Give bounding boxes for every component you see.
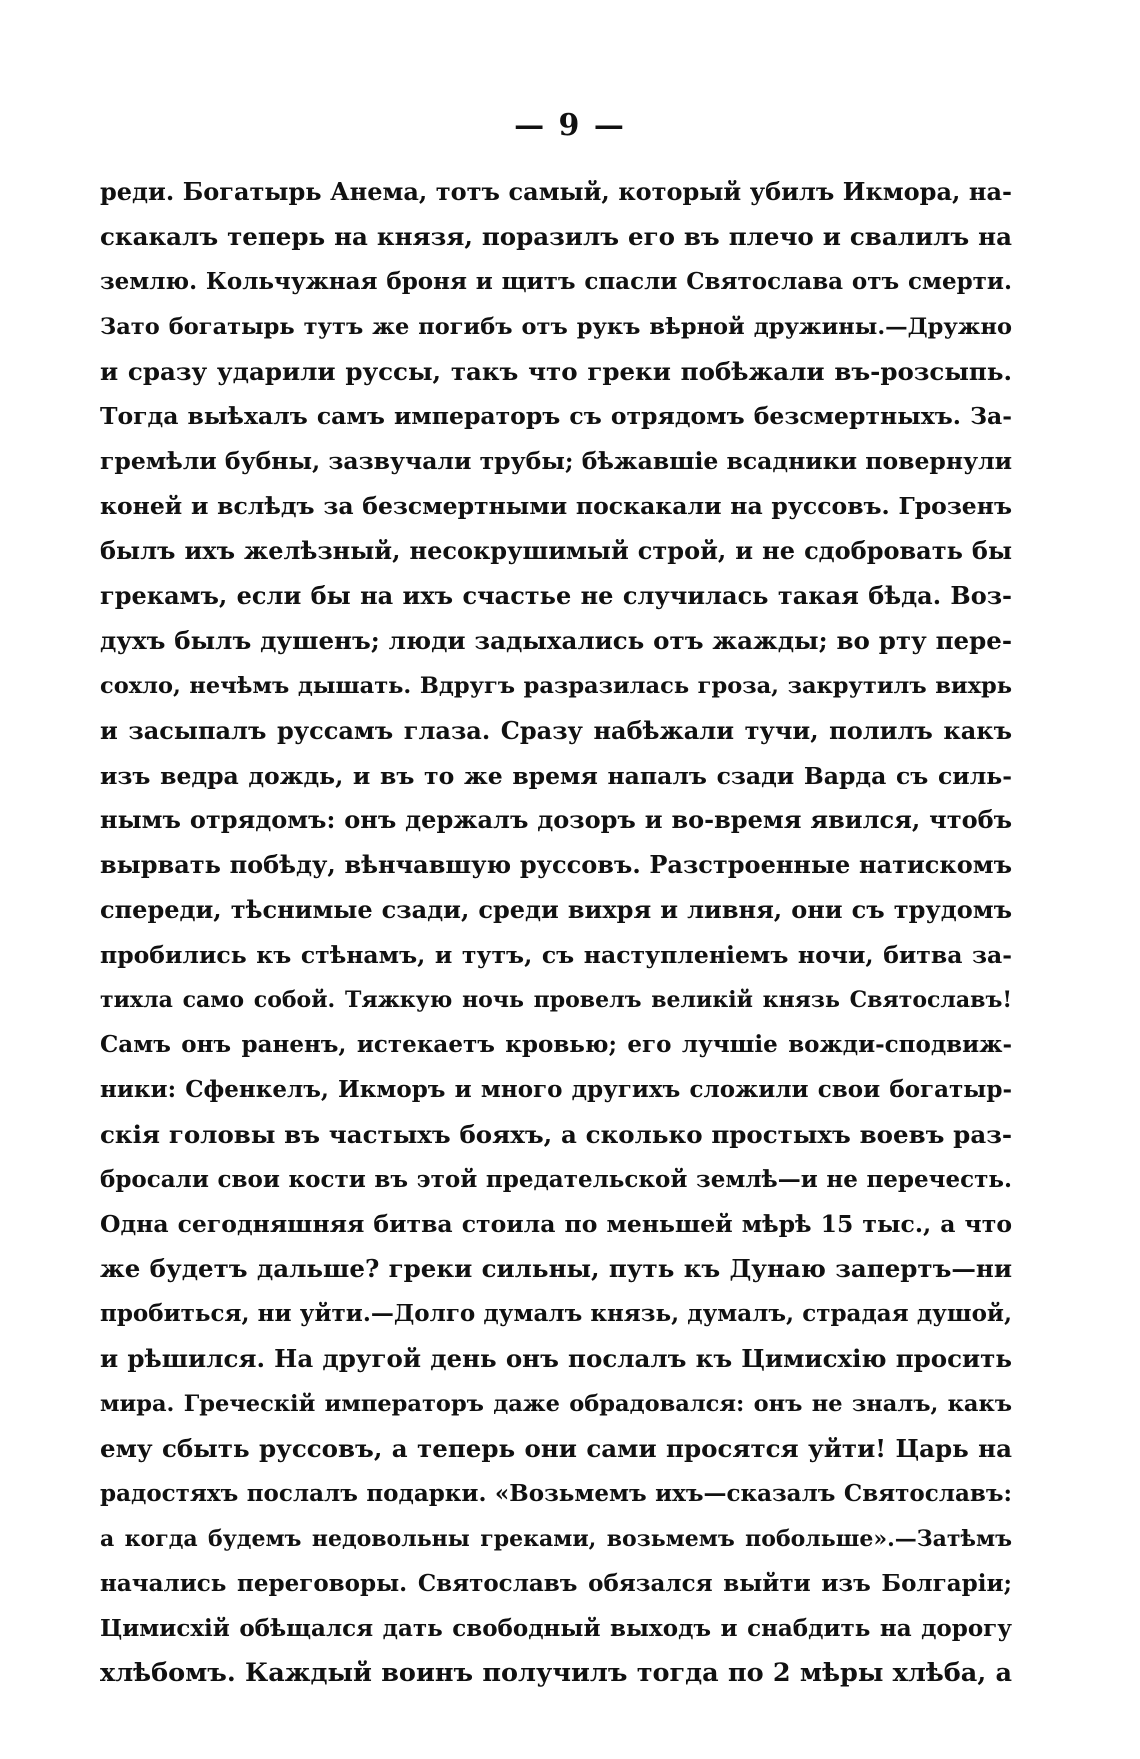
text-line: скакалъ теперь на князя, поразилъ его въ плечо и свалилъ на xyxy=(100,221,1012,251)
text-line: мира. Греческій императоръ даже обрадовался: онъ не зналъ, какъ xyxy=(100,1391,1012,1418)
text-line: Одна сегодняшняя битва стоила по меньшей мѣрѣ 15 тыс., а что xyxy=(100,1210,1012,1239)
text-line: радостяхъ послалъ подарки. «Возьмемъ ихъ—сказалъ Святославъ: xyxy=(100,1479,1012,1507)
text-line: вырвать побѣду, вѣнчавшую руссовъ. Разстроенные натискомъ xyxy=(100,850,1012,880)
text-line: и сразу ударили руссы, такъ что греки побѣжали въ-розсыпь. xyxy=(100,356,1012,386)
text-line: гремѣли бубны, зазвучали трубы; бѣжавшіе всадники повернули xyxy=(100,447,1012,476)
text-line: а когда будемъ недовольны греками, возьмемъ побольше».—Затѣмъ xyxy=(100,1525,1012,1552)
body-text xyxy=(100,170,1012,1696)
text-line: пробиться, ни уйти.—Долго думалъ князь, думалъ, страдая душой, xyxy=(100,1300,1012,1328)
text-line: коней и вслѣдъ за безсмертными поскакали на руссовъ. Грозенъ xyxy=(100,492,1012,521)
text-line: спереди, тѣснимые сзади, среди вихря и ливня, они съ трудомъ xyxy=(100,895,1012,925)
text-line: тихла само собой. Тяжкую ночь провелъ великій князь Святославъ! xyxy=(100,987,1012,1014)
page-number: — 9 — xyxy=(514,108,626,143)
text-line: хлѣбомъ. Каждый воинъ получилъ тогда по 2 мѣры хлѣба, а xyxy=(100,1658,1012,1689)
text-line: землю. Кольчужная броня и щитъ спасли Святослава отъ смерти. xyxy=(100,267,1012,295)
text-line: и рѣшился. На другой день онъ послалъ къ Цимисхію просить xyxy=(100,1344,1012,1374)
text-line: грекамъ, если бы на ихъ счастье не случилась такая бѣда. Воз- xyxy=(100,581,1012,611)
text-line: изъ ведра дождь, и въ то же время напалъ сзади Варда съ силь- xyxy=(100,761,1012,790)
text-line: бросали свои кости въ этой предательской землѣ—и не перечесть. xyxy=(100,1165,1012,1193)
text-line: Самъ онъ раненъ, истекаетъ кровью; его лучшіе вожди-сподвиж- xyxy=(100,1030,1012,1058)
text-line: Зато богатырь тутъ же погибъ отъ рукъ вѣрной дружины.—Дружно xyxy=(100,313,1012,340)
text-line: скія головы въ частыхъ бояхъ, а сколько простыхъ воевъ раз- xyxy=(100,1119,1012,1149)
text-line: реди. Богатырь Анема, тотъ самый, который убилъ Икмора, на- xyxy=(100,177,1012,206)
text-line: и засыпалъ руссамъ глаза. Сразу набѣжали тучи, полилъ какъ xyxy=(100,715,1012,745)
text-line: былъ ихъ желѣзный, несокрушимый строй, и не сдобровать бы xyxy=(100,536,1012,566)
text-line: ему сбыть руссовъ, а теперь они сами просятся уйти! Царь на xyxy=(100,1433,1012,1463)
text-line: нымъ отрядомъ: онъ держалъ дозоръ и во-время явился, чтобъ xyxy=(100,805,1012,835)
text-line: же будетъ дальше? греки сильны, путь къ Дунаю запертъ—ни xyxy=(100,1254,1012,1284)
text-line: начались переговоры. Святославъ обязался выйти изъ Болгаріи; xyxy=(100,1569,1012,1597)
text-line: духъ былъ душенъ; люди задыхались отъ жажды; во рту пере- xyxy=(100,625,1012,655)
text-line: ники: Сфенкелъ, Икморъ и много другихъ сложили свои богатыр- xyxy=(100,1075,1012,1103)
text-line: Цимисхій обѣщался дать свободный выходъ и снабдить на дорогу xyxy=(100,1614,1012,1642)
text-line: сохло, нечѣмъ дышать. Вдругъ разразилась гроза, закрутилъ вихрь xyxy=(100,672,1012,699)
text-line: Тогда выѣхалъ самъ императоръ съ отрядомъ безсмертныхъ. За- xyxy=(100,402,1012,431)
text-line: пробились къ стѣнамъ, и тутъ, съ наступленіемъ ночи, битва за- xyxy=(100,941,1012,970)
